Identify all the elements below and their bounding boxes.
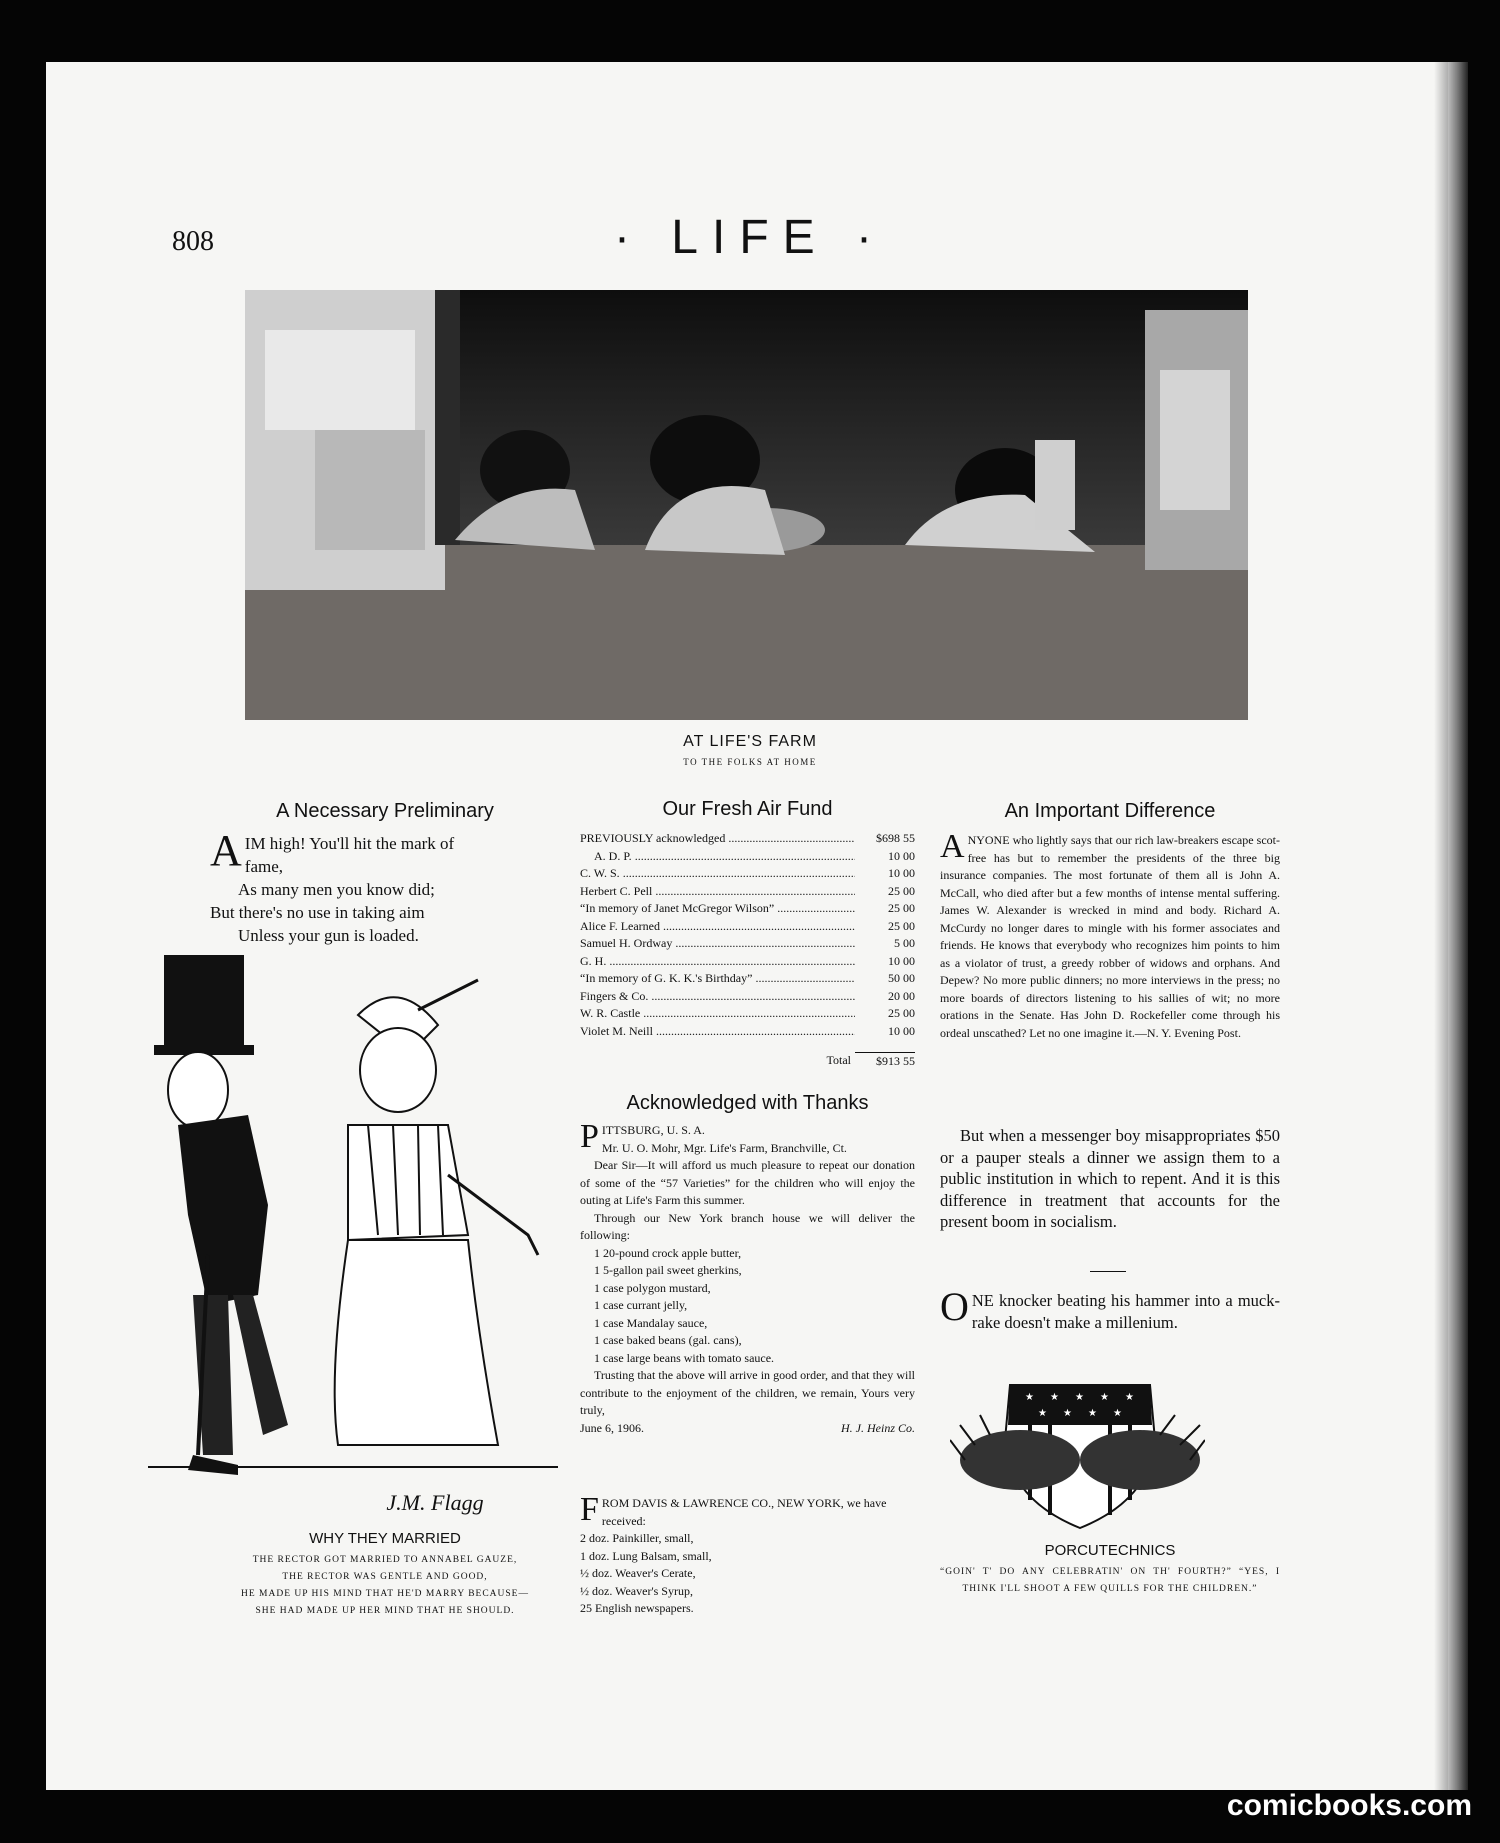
cartoon-signature: J.M. Flagg bbox=[386, 1490, 484, 1515]
photo-title: AT LIFE'S FARM bbox=[683, 733, 817, 750]
svg-text:★: ★ bbox=[1100, 1392, 1109, 1403]
poem-heading: A Necessary Preliminary bbox=[276, 800, 494, 822]
masthead: · LIFE · bbox=[613, 211, 886, 264]
fund-row bbox=[580, 1005, 915, 1023]
section-rule bbox=[1090, 1271, 1126, 1272]
fund-table bbox=[580, 830, 915, 1040]
rector-cartoon bbox=[148, 955, 558, 1485]
davis-item: 25 English newspapers. bbox=[580, 1601, 694, 1615]
fund-donor: C. W. S. ..... bbox=[580, 865, 855, 883]
fund-heading: Our Fresh Air Fund bbox=[662, 798, 833, 820]
fund-row bbox=[580, 830, 915, 848]
porcupine-shield-cartoon bbox=[950, 1380, 1205, 1530]
fund-amount: 5 00 bbox=[894, 936, 915, 950]
fund-row bbox=[580, 848, 915, 866]
ack-paragraph: Trusting that the above will arrive in good order, and that they will contribute to the enjoyment of the children, we remain, Yours very truly, bbox=[580, 1368, 915, 1417]
fund-total-amount: $913 55 bbox=[855, 1052, 915, 1071]
watermark: comicbooks.com bbox=[1226, 1789, 1472, 1822]
porcupine-caption: “GOIN' T' DO ANY CELEBRATIN' ON TH' FOURTH?” “YES, I THINK I'LL SHOOT A FEW QUILLS FOR THE CHILDREN.” bbox=[940, 1567, 1280, 1594]
fund-amount: 20 00 bbox=[888, 988, 915, 1003]
fund-donor: “In memory of G. K. K.'s Birthday” ..... bbox=[580, 970, 855, 988]
fund-amount: 25 00 bbox=[888, 901, 915, 915]
ack-address: Mr. U. O. Mohr, Mgr. Life's Farm, Branchville, Ct. bbox=[601, 1140, 847, 1155]
fund-donor: Samuel H. Ordway ..... bbox=[580, 935, 855, 953]
ack-signature: H. J. Heinz Co. bbox=[841, 1420, 915, 1435]
davis-item: 2 doz. Painkiller, small, bbox=[580, 1531, 694, 1545]
difference-drop-cap: A bbox=[940, 828, 965, 865]
davis-notice bbox=[580, 1491, 915, 1618]
page-number: 808 bbox=[172, 226, 214, 257]
porcupine-title: PORCUTECHNICS bbox=[1044, 1542, 1176, 1559]
fund-donor: A. D. P. ..... bbox=[580, 848, 855, 866]
ack-paragraph: Dear Sir—It will afford us much pleasure to repeat our donation of some of the “57 Varieties” for the children who will enjoy the outing at Life's Farm this summer. bbox=[580, 1158, 915, 1207]
fund-amount: 10 00 bbox=[888, 848, 915, 863]
difference-paragraph: But when a messenger boy misappropriates $50 or a pauper steals a dinner we assign them to a public institution in which to repent. And it is this difference in treatment that accounts for the present boom in socialism. bbox=[940, 1126, 1280, 1231]
fund-amount: 25 00 bbox=[888, 918, 915, 933]
fund-donor: Fingers & Co. ..... bbox=[580, 988, 855, 1006]
ack-item: 1 case baked beans (gal. cans), bbox=[594, 1333, 742, 1347]
one-drop-cap: O bbox=[940, 1284, 969, 1329]
fund-amount: 25 00 bbox=[888, 883, 915, 898]
poem-line: But there's no use in taking aim bbox=[210, 903, 425, 922]
fund-amount: 10 00 bbox=[888, 866, 915, 880]
svg-text:★: ★ bbox=[1125, 1392, 1134, 1403]
svg-text:★: ★ bbox=[1038, 1408, 1047, 1419]
caption-line: SHE HAD MADE UP HER MIND THAT HE SHOULD. bbox=[255, 1606, 515, 1616]
ack-item: 1 case polygon mustard, bbox=[594, 1280, 711, 1295]
fund-amount: 50 00 bbox=[888, 971, 915, 985]
one-knocker bbox=[940, 1284, 1280, 1333]
poem-line: fame, bbox=[244, 857, 284, 876]
ack-item: 1 20-pound crock apple butter, bbox=[594, 1245, 742, 1260]
fund-amount: 10 00 bbox=[888, 1023, 915, 1038]
fund-row bbox=[580, 988, 915, 1006]
poem-line: As many men you know did; bbox=[238, 880, 435, 899]
fund-donor: G. H. ..... bbox=[580, 953, 855, 971]
fund-total bbox=[580, 1052, 915, 1071]
davis-item: ½ doz. Weaver's Cerate, bbox=[580, 1566, 696, 1580]
fund-row bbox=[580, 900, 915, 918]
ack-heading: Acknowledged with Thanks bbox=[626, 1092, 869, 1114]
davis-drop-cap: F bbox=[580, 1491, 599, 1528]
difference-quote-text: NYONE who lightly says that our rich law-breakers escape scot-free has but to remember the presidents of the three big insurance companies. The most fortunate of them all is John A. McCall, who died after but a few months of intense mental suffering. James W. Alexander is wrecked in mind and body. Richard A. McCurdy no longer dares to mingle with his former associates and friends. He knows that everybody who recognizes him points to him as a violator of trust, a greedy robber of widows and orphans. And Depew? No more public dinners; no more interviews in the press; no more boards of directors listening to his sallies of wit; no more orations in the Senate. Has John D. Rockefeller come through his ordeal unscathed? Let no one imagine it.—N. Y. Evening Post. bbox=[940, 833, 1280, 1040]
fund-donor: PREVIOUSLY acknowledged ..... bbox=[580, 830, 855, 848]
cartoon-caption bbox=[210, 1552, 560, 1620]
ack-date: June 6, 1906. bbox=[580, 1420, 644, 1435]
davis-item: 1 doz. Lung Balsam, small, bbox=[580, 1548, 712, 1563]
ack-letter bbox=[580, 1118, 915, 1437]
svg-text:★: ★ bbox=[1088, 1408, 1097, 1419]
fund-amount: 25 00 bbox=[888, 1006, 915, 1020]
page-edge bbox=[1448, 62, 1468, 1790]
ack-item: 1 5-gallon pail sweet gherkins, bbox=[594, 1263, 742, 1277]
ack-item: 1 case large beans with tomato sauce. bbox=[594, 1350, 775, 1365]
ack-item: 1 case Mandalay sauce, bbox=[594, 1315, 708, 1330]
davis-item: ½ doz. Weaver's Syrup, bbox=[580, 1583, 693, 1598]
difference-heading: An Important Difference bbox=[1004, 800, 1216, 822]
cartoon-title: WHY THEY MARRIED bbox=[309, 1530, 461, 1547]
ack-item: 1 case currant jelly, bbox=[594, 1298, 688, 1312]
fund-row bbox=[580, 970, 915, 988]
fund-row bbox=[580, 865, 915, 883]
fund-donor: W. R. Castle ..... bbox=[580, 1005, 855, 1023]
svg-text:★: ★ bbox=[1113, 1408, 1122, 1419]
poem-line: Unless your gun is loaded. bbox=[238, 926, 419, 945]
one-knocker-text: NE knocker beating his hammer into a muck-rake doesn't make a millenium. bbox=[971, 1291, 1280, 1332]
fund-row bbox=[580, 953, 915, 971]
poem-line: IM high! You'll hit the mark of bbox=[244, 834, 455, 853]
fund-row bbox=[580, 883, 915, 901]
farm-photo bbox=[245, 290, 1248, 720]
poem-drop-cap: A bbox=[210, 826, 242, 875]
fund-donor: “In memory of Janet McGregor Wilson” ..... bbox=[580, 900, 855, 918]
ack-dateline: ITTSBURG, U. S. A. bbox=[601, 1123, 705, 1137]
davis-intro: ROM DAVIS & LAWRENCE CO., NEW YORK, we have received: bbox=[601, 1496, 887, 1528]
caption-line: HE MADE UP HIS MIND THAT HE'D MARRY BECAUSE— bbox=[241, 1589, 529, 1599]
fund-donor: Alice F. Learned ..... bbox=[580, 918, 855, 936]
difference-quote bbox=[940, 828, 1280, 1042]
fund-donor: Violet M. Neill ..... bbox=[580, 1023, 855, 1041]
caption-line: THE RECTOR GOT MARRIED TO ANNABEL GAUZE, bbox=[252, 1555, 518, 1565]
photo-subtitle: TO THE FOLKS AT HOME bbox=[683, 757, 817, 767]
svg-text:★: ★ bbox=[1050, 1392, 1059, 1403]
fund-row bbox=[580, 918, 915, 936]
ack-paragraph: Through our New York branch house we will deliver the following: bbox=[580, 1210, 915, 1242]
poem bbox=[210, 826, 560, 947]
fund-row bbox=[580, 1023, 915, 1041]
fund-row bbox=[580, 935, 915, 953]
ack-drop-cap: P bbox=[580, 1118, 599, 1155]
svg-text:★: ★ bbox=[1075, 1392, 1084, 1403]
svg-text:★: ★ bbox=[1063, 1408, 1072, 1419]
fund-donor: Herbert C. Pell ..... bbox=[580, 883, 855, 901]
fund-amount: $698 55 bbox=[876, 831, 915, 845]
svg-text:★: ★ bbox=[1025, 1392, 1034, 1403]
caption-line: THE RECTOR WAS GENTLE AND GOOD, bbox=[282, 1572, 488, 1582]
fund-amount: 10 00 bbox=[888, 953, 915, 968]
fund-total-label: Total bbox=[826, 1053, 851, 1067]
